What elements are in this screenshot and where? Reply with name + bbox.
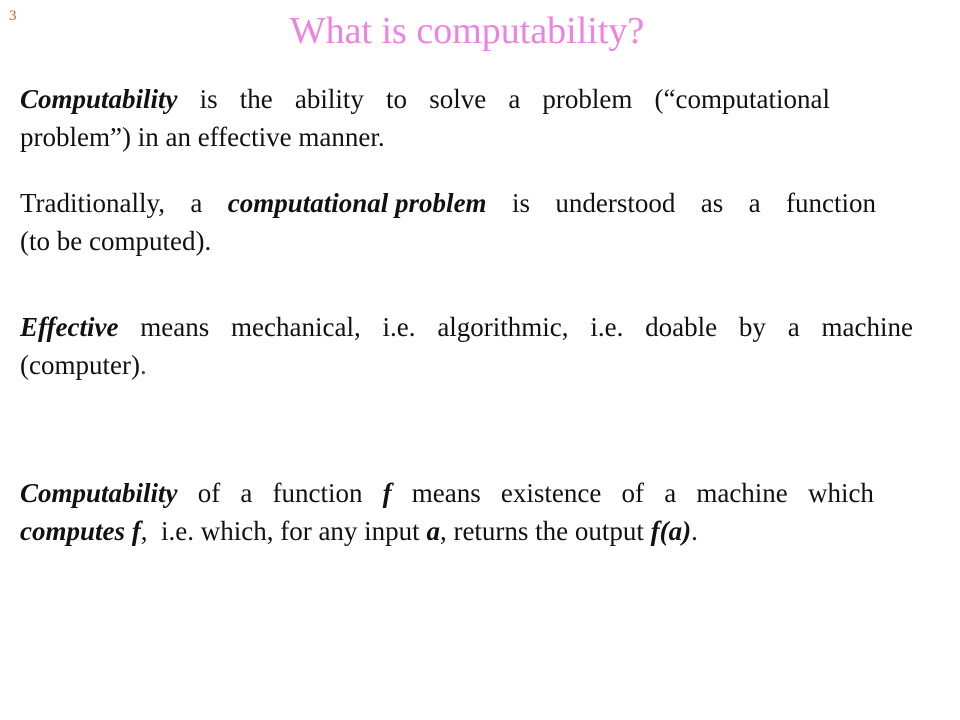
paragraph-line: (to be computed). <box>20 226 212 256</box>
word: i.e. <box>382 312 416 342</box>
word: which <box>807 478 874 508</box>
word: a <box>508 84 521 114</box>
math-symbol-a: a <box>426 516 440 546</box>
paragraph-line: problem”) in an effective manner. <box>20 122 385 152</box>
text-run: , i.e. which, for any input <box>140 516 427 546</box>
paragraph-line <box>20 184 876 222</box>
word: a <box>787 312 800 342</box>
word: to <box>386 84 408 114</box>
word: of <box>197 478 221 508</box>
word: means <box>411 478 481 508</box>
paragraph-computability-of-function <box>20 474 874 550</box>
word: function <box>786 188 876 218</box>
word: a <box>190 188 203 218</box>
word: of <box>621 478 645 508</box>
word: a <box>240 478 253 508</box>
word: machine <box>821 312 913 342</box>
period: . <box>691 516 698 546</box>
word: i.e. <box>590 312 624 342</box>
paragraph-line <box>20 474 874 512</box>
word: existence <box>500 478 602 508</box>
word: machine <box>696 478 788 508</box>
emphasis-term: Effective <box>20 312 119 342</box>
paragraph-line <box>20 308 913 346</box>
word: is <box>511 188 530 218</box>
word: (computer) <box>20 350 140 380</box>
period: . <box>139 350 147 380</box>
word: problem <box>542 84 633 114</box>
paragraph-computability-definition <box>20 80 830 156</box>
word: a <box>664 478 677 508</box>
emphasis-term: Computability <box>20 84 178 114</box>
word: understood <box>555 188 676 218</box>
slide-title: What is computability? <box>289 10 645 52</box>
paragraph-line <box>20 346 913 384</box>
paragraph-effective <box>20 308 913 384</box>
emphasis-term: computational problem <box>227 188 487 218</box>
word: (“computational <box>654 84 830 114</box>
word: as <box>700 188 724 218</box>
word: by <box>738 312 766 342</box>
word: is <box>199 84 218 114</box>
text-run: , returns the output <box>439 516 651 546</box>
paragraph-computational-problem <box>20 184 876 260</box>
word: doable <box>645 312 718 342</box>
word: mechanical, <box>231 312 361 342</box>
slide-number: 3 <box>9 8 17 24</box>
math-expression-fa: f(a) <box>650 516 692 546</box>
word: means <box>140 312 210 342</box>
emphasis-term: computes f <box>20 516 141 546</box>
paragraph-line <box>20 512 874 550</box>
word: Traditionally, <box>20 188 166 218</box>
word: solve <box>429 84 487 114</box>
word: algorithmic, <box>437 312 569 342</box>
word: the <box>239 84 273 114</box>
word: function <box>272 478 363 508</box>
word: ability <box>294 84 364 114</box>
emphasis-term: Computability <box>20 478 178 508</box>
math-symbol-f: f <box>382 478 392 508</box>
paragraph-line <box>20 80 830 118</box>
word: a <box>748 188 761 218</box>
